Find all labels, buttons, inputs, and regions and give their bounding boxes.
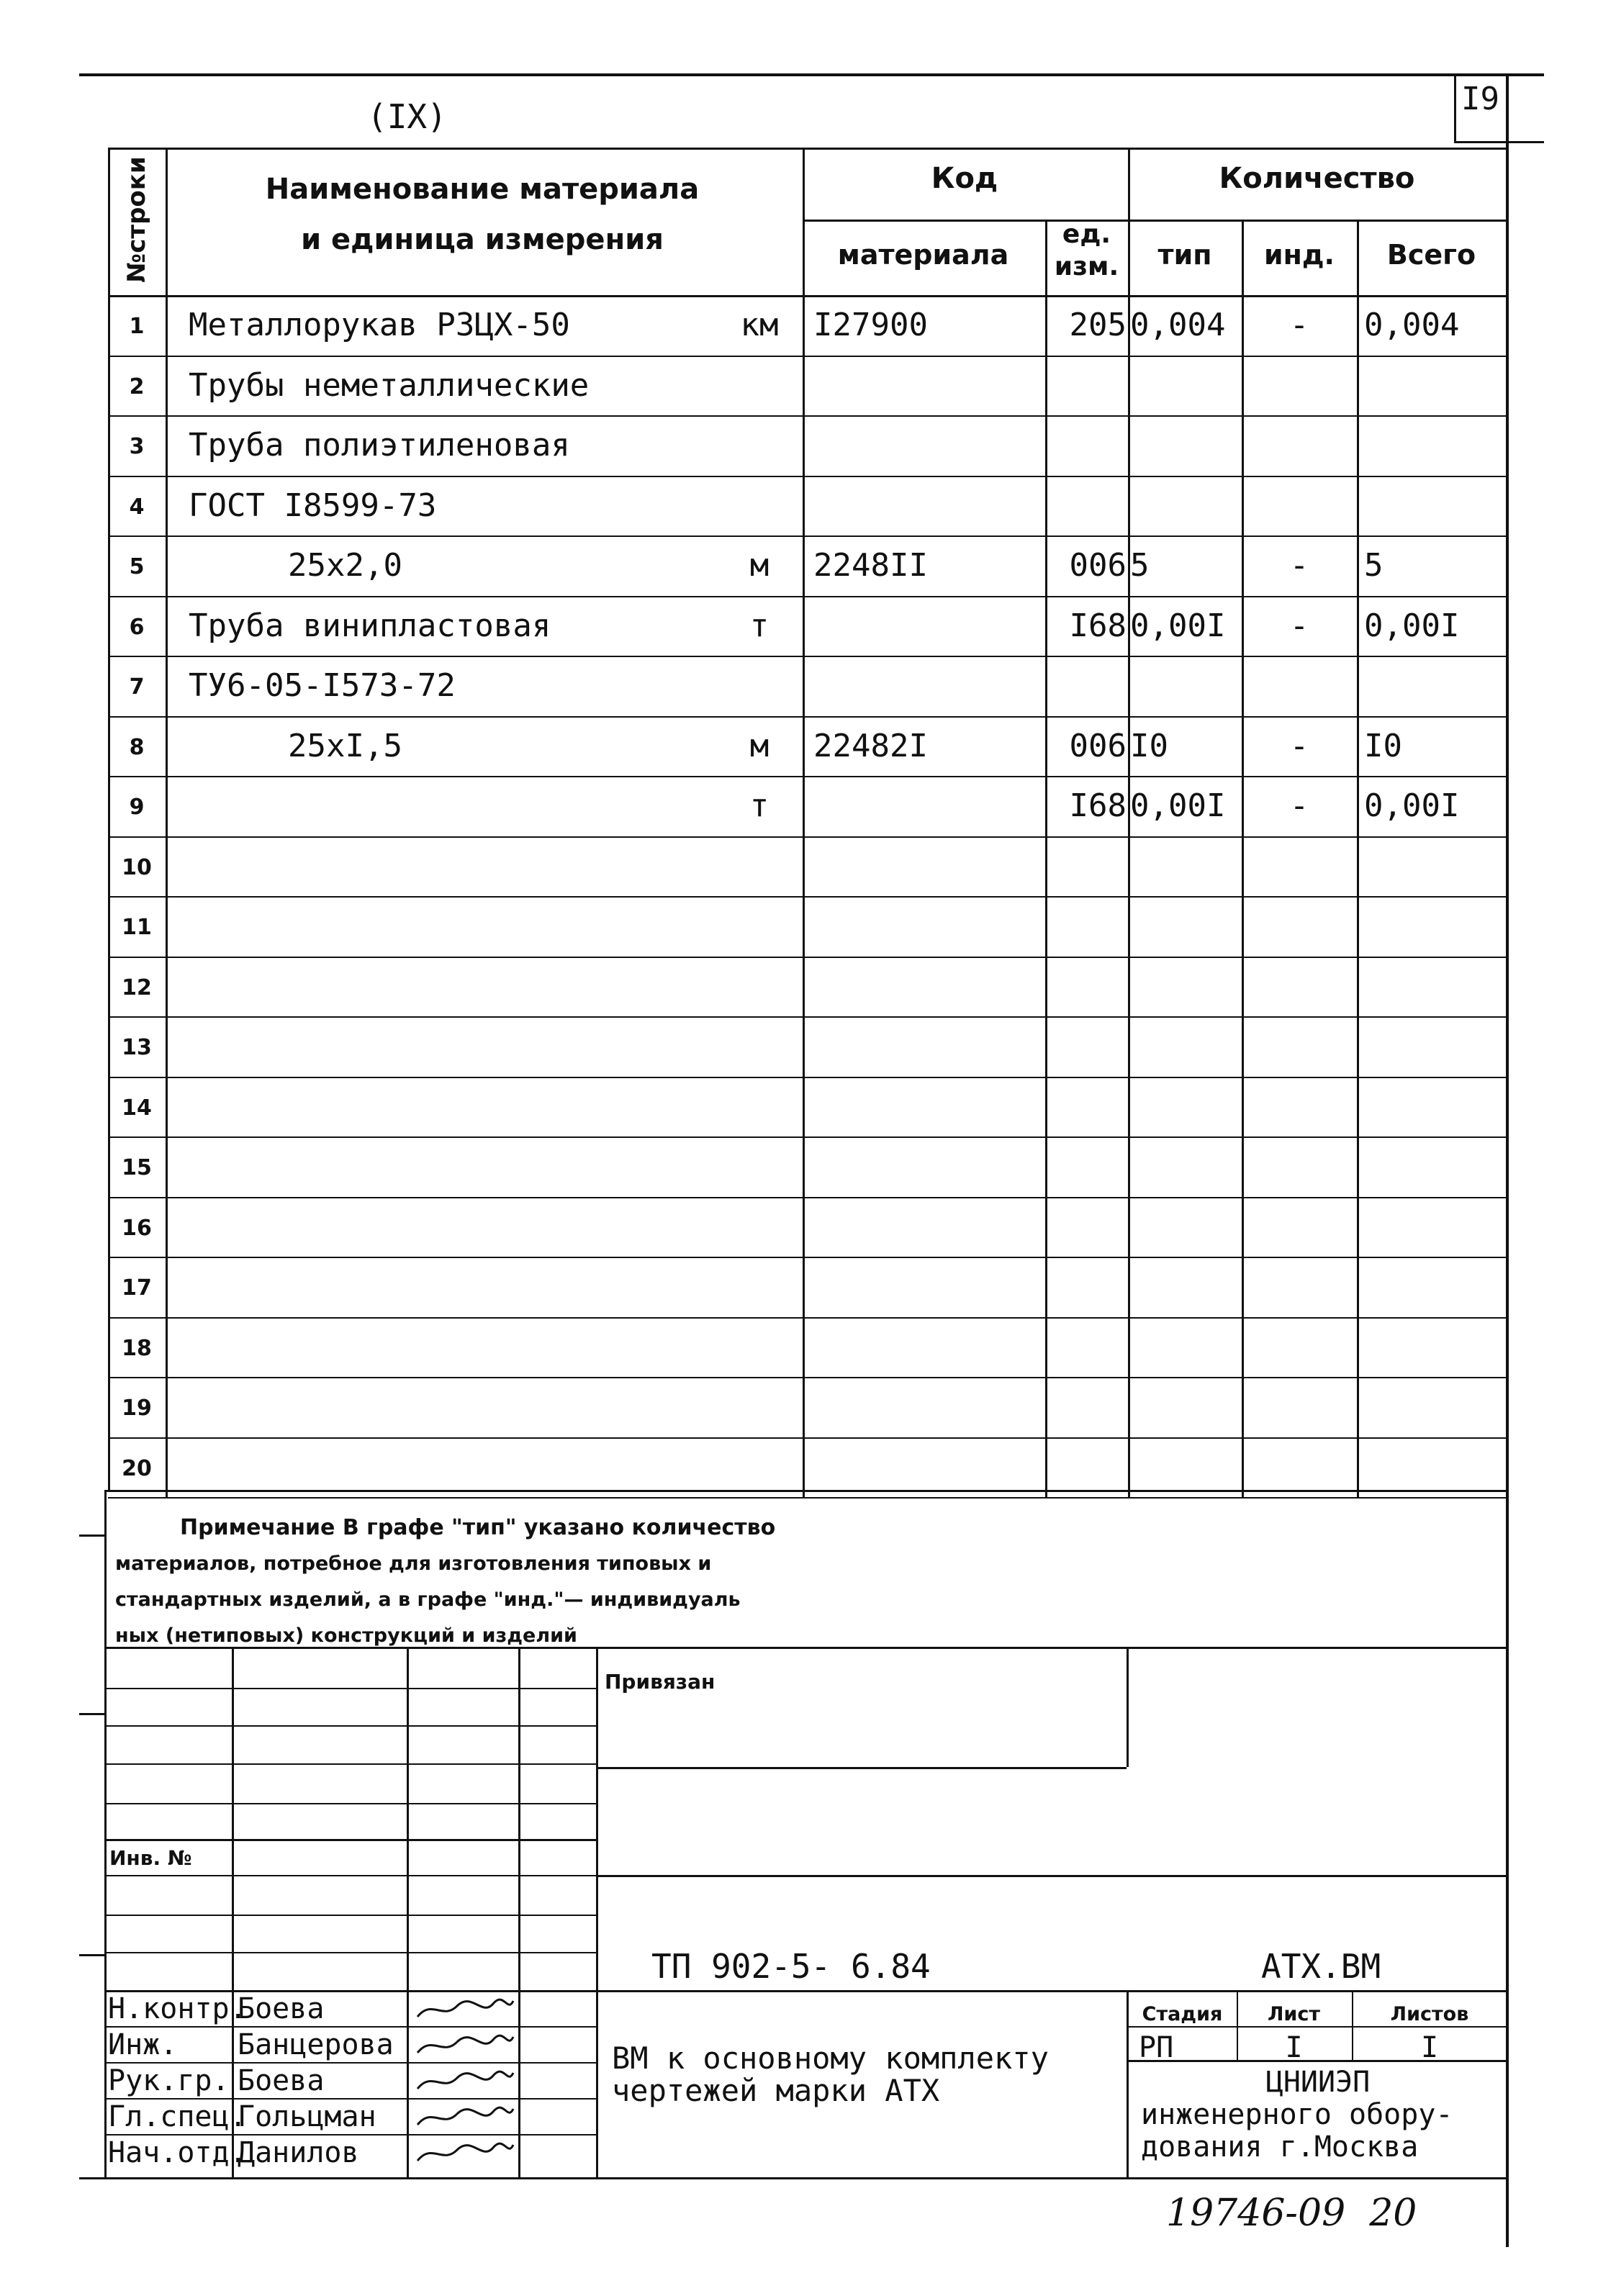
title-line <box>104 2134 596 2135</box>
row-line <box>108 656 1506 657</box>
bound-right-line <box>1127 1647 1129 1767</box>
row-material-code: 2248II <box>813 547 928 584</box>
signature-scribble <box>414 2031 515 2060</box>
col-typ-line <box>1242 220 1244 1497</box>
row-number: 2 <box>129 374 145 399</box>
row-number: 15 <box>122 1155 152 1180</box>
row-line <box>108 1016 1506 1018</box>
note <box>115 1510 775 1654</box>
col-name-line <box>803 148 805 1497</box>
note-line-3: стандартных изделий, а в графе "инд."— индивидуаль <box>115 1588 741 1611</box>
row-number: 7 <box>129 674 145 700</box>
title-line <box>104 1952 596 1953</box>
title-bottom-line <box>79 2177 1506 2179</box>
note-line-4: ных (нетиповых) конструкций и изделий <box>115 1624 577 1647</box>
signature-scribble <box>414 2067 515 2096</box>
header-ind: инд. <box>1263 239 1335 271</box>
row-name: 25x2,0 <box>288 547 402 584</box>
title-line <box>104 1875 596 1876</box>
org-line-3: дования г.Москва <box>1141 2130 1419 2164</box>
title-line <box>104 1839 596 1841</box>
row-line <box>108 356 1506 357</box>
row-line <box>108 476 1506 477</box>
signature-name: Гольцман <box>238 2100 376 2133</box>
bound-label: Привязан <box>605 1670 716 1694</box>
row-line <box>108 1197 1506 1198</box>
title-line <box>104 2026 596 2028</box>
row-name: Металлорукав РЗЦХ-50 <box>189 307 570 343</box>
row-typ: 0,00I <box>1130 607 1226 644</box>
title-line <box>104 2098 596 2100</box>
header-total: Всего <box>1386 239 1476 271</box>
row-material-code: I27900 <box>813 307 928 343</box>
stage-left-line <box>1127 1990 1129 2177</box>
row-line <box>108 836 1506 838</box>
title-col-4 <box>596 1647 598 2177</box>
row-line <box>108 716 1506 718</box>
row-ind: - <box>1289 307 1309 343</box>
signature-name: Боева <box>238 1992 325 2025</box>
row-line <box>108 1317 1506 1319</box>
row-line <box>108 1077 1506 1078</box>
header-unit-code-1: ед. <box>1062 220 1111 249</box>
row-number: 8 <box>129 735 145 760</box>
stage-mid-line <box>1127 2026 1506 2028</box>
row-typ: I0 <box>1130 728 1168 764</box>
row-number: 5 <box>129 554 145 579</box>
row-line <box>108 1136 1506 1138</box>
row-unit: м <box>749 728 769 764</box>
row-number: 1 <box>129 314 145 339</box>
title-line <box>104 1763 596 1765</box>
row-ind: - <box>1289 547 1309 584</box>
row-number: 13 <box>122 1035 152 1060</box>
row-unit: м <box>749 547 769 584</box>
row-total: I0 <box>1364 728 1402 764</box>
row-unit-code: 006 <box>1069 728 1127 764</box>
signature-role: Рук.гр. <box>108 2064 230 2097</box>
row-name: ГОСТ I8599-73 <box>189 487 437 524</box>
row-unit-code: I68 <box>1069 787 1127 824</box>
signature-scribble <box>414 2139 515 2168</box>
margin-tick <box>79 1535 104 1537</box>
header-quantity-group: Количество <box>1219 162 1415 195</box>
description-line-2: чертежей марки АТХ <box>612 2073 940 2108</box>
row-name: Труба полиэтиленовая <box>189 427 570 464</box>
row-line <box>108 535 1506 537</box>
row-unit-code: 205 <box>1069 307 1127 343</box>
sheet-label: Лист <box>1268 2003 1320 2025</box>
row-number: 10 <box>122 855 152 880</box>
header-row-no: №строки <box>122 156 151 283</box>
title-line <box>104 1915 596 1916</box>
table-top-line <box>108 148 1506 150</box>
row-number: 12 <box>122 975 152 1000</box>
row-number: 18 <box>122 1336 152 1361</box>
note-line-2: материалов, потребное для изготовления типовых и <box>115 1552 712 1575</box>
row-ind: - <box>1289 787 1309 824</box>
row-number: 9 <box>129 795 145 820</box>
stage-label: Стадия <box>1142 2003 1223 2025</box>
stage-value: РП <box>1139 2031 1174 2064</box>
note-line-1: Примечание В графе "тип" указано количество <box>180 1515 776 1540</box>
row-line <box>108 1377 1506 1378</box>
margin-tick <box>79 1954 104 1956</box>
header-bottom-line <box>108 295 1506 297</box>
row-typ: 0,004 <box>1130 307 1226 343</box>
sheet-variant-label: (IX) <box>367 97 447 136</box>
row-number: 20 <box>122 1456 152 1481</box>
row-name: Труба винипластовая <box>189 607 551 644</box>
row-ind: - <box>1289 607 1309 644</box>
page-number: I9 <box>1461 81 1499 117</box>
header-name-line2: и единица измерения <box>301 223 664 256</box>
row-number: 11 <box>122 915 152 940</box>
row-total: 0,00I <box>1364 787 1460 824</box>
signature-role: Гл.спец. <box>108 2100 247 2133</box>
signature-role: Нач.отд. <box>108 2136 247 2169</box>
col-ind-line <box>1357 220 1359 1497</box>
row-line <box>108 896 1506 898</box>
title-line <box>104 1725 596 1727</box>
header-name-line1: Наименование материала <box>265 173 700 206</box>
row-typ: 5 <box>1130 547 1150 584</box>
row-number: 16 <box>122 1216 152 1241</box>
row-total: 0,004 <box>1364 307 1460 343</box>
header-unit-code-2: изм. <box>1054 252 1119 281</box>
title-left-line <box>104 1490 107 2177</box>
archive-number: 19746-09 20 <box>1166 2192 1417 2235</box>
row-unit-code: 006 <box>1069 547 1127 584</box>
title-line <box>596 1875 1506 1877</box>
inv-number-label: Инв. № <box>109 1846 192 1870</box>
row-line <box>108 1257 1506 1258</box>
row-ind: - <box>1289 728 1309 764</box>
row-number: 17 <box>122 1275 152 1301</box>
sheets-label: Листов <box>1390 2003 1469 2025</box>
signature-role: Н.контр. <box>108 1992 247 2025</box>
row-total: 0,00I <box>1364 607 1460 644</box>
row-number: 4 <box>129 494 145 520</box>
title-line <box>104 2062 596 2064</box>
row-line <box>108 1437 1506 1439</box>
doc-code: ТП 902-5- 6.84 <box>651 1947 931 1986</box>
sheet-value: I <box>1285 2031 1303 2064</box>
row-name: ТУ6-05-I573-72 <box>189 667 456 704</box>
signature-role: Инж. <box>108 2028 178 2061</box>
signature-name: Боева <box>238 2064 325 2097</box>
org-line-2: инженерного обору- <box>1141 2098 1453 2131</box>
row-name: 25xI,5 <box>288 728 402 764</box>
row-line <box>108 957 1506 958</box>
signature-scribble <box>414 1995 515 2024</box>
sheets-value: I <box>1420 2031 1439 2064</box>
row-unit: т <box>749 787 769 824</box>
org-line-1: ЦНИИЭП <box>1265 2066 1371 2099</box>
title-col-3 <box>518 1647 520 2177</box>
description-line-1: ВМ к основному комплекту <box>612 2040 1049 2076</box>
row-unit: т <box>749 607 769 644</box>
header-typ: тип <box>1157 239 1212 271</box>
header-mid-line <box>803 220 1506 222</box>
row-number: 6 <box>129 615 145 640</box>
row-line <box>108 596 1506 597</box>
row-total: 5 <box>1364 547 1383 584</box>
margin-tick <box>79 1713 104 1715</box>
header-material-code: материала <box>837 239 1009 271</box>
title-line <box>104 1803 596 1804</box>
row-number: 19 <box>122 1396 152 1421</box>
row-line <box>108 1497 1506 1499</box>
table-left-line <box>108 148 110 1490</box>
header-code-group: Код <box>931 162 998 195</box>
signature-name: Банцерова <box>238 2028 394 2061</box>
row-material-code: 22482I <box>813 728 928 764</box>
col-code-line <box>1045 220 1047 1497</box>
col-no-line <box>166 148 168 1497</box>
signature-name: Данилов <box>238 2136 359 2169</box>
row-number: 14 <box>122 1095 152 1121</box>
title-col-1 <box>232 1647 234 2177</box>
signature-scribble <box>414 2103 515 2132</box>
row-line <box>108 415 1506 417</box>
bound-bottom-line <box>596 1767 1127 1769</box>
row-line <box>108 776 1506 777</box>
title-line <box>104 1688 596 1689</box>
row-unit: км <box>740 307 779 343</box>
doc-mark: АТХ.ВМ <box>1261 1947 1381 1986</box>
row-unit-code: I68 <box>1069 607 1127 644</box>
row-name: Трубы неметаллические <box>189 367 590 404</box>
row-typ: 0,00I <box>1130 787 1226 824</box>
title-col-2 <box>407 1647 409 2177</box>
row-number: 3 <box>129 434 145 459</box>
